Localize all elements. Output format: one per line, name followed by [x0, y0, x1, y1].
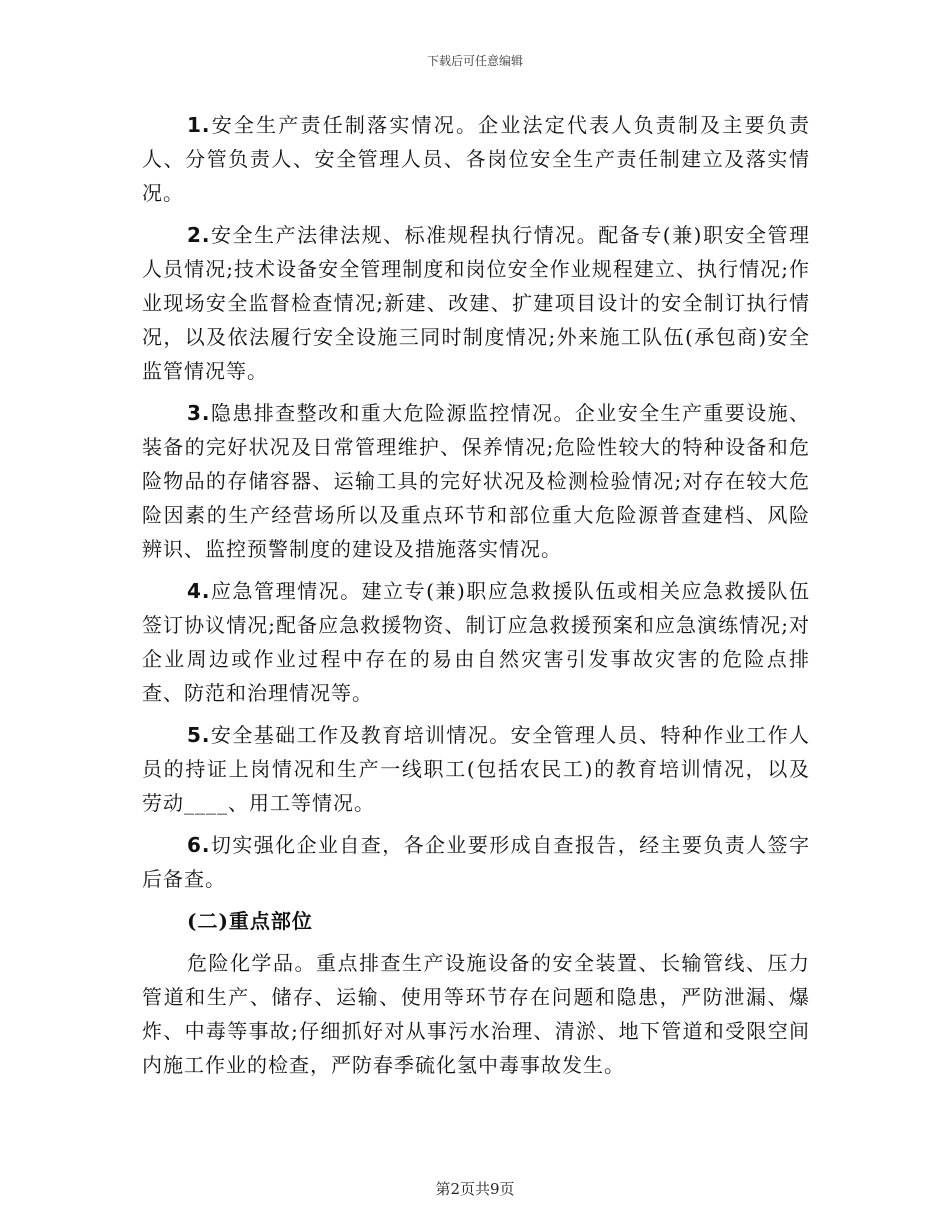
document-body	[142, 108, 810, 1090]
item-text: 切实强化企业自查，各企业要形成自查报告，经主要负责人签字后备查。	[142, 833, 810, 891]
list-item	[142, 718, 810, 820]
item-number: 6.	[187, 833, 211, 857]
list-item	[142, 218, 810, 388]
item-number: 4.	[187, 579, 211, 603]
item-text: 安全基础工作及教育培训情况。安全管理人员、特种作业工作人员的持证上岗情况和生产一线职工(包括农民工)的教育培训情况，以及劳动____、用工等情况。	[142, 723, 810, 815]
item-number: 1.	[187, 113, 211, 137]
item-text: 安全生产责任制落实情况。企业法定代表人负责制及主要负责人、分管负责人、安全管理人员、各岗位安全生产责任制建立及落实情况。	[142, 113, 810, 205]
item-number: 5.	[187, 723, 211, 747]
list-item	[142, 396, 810, 566]
item-text: 隐患排查整改和重大危险源监控情况。企业安全生产重要设施、装备的完好状况及日常管理维护、保养情况;危险性较大的特种设备和危险物品的存储容器、运输工具的完好状况及检测检验情况;对存在较大危险因素的生产经营场所以及重点环节和部位重大危险源普查建档、风险辨识、监控预警制度的建设及措施落实情况。	[142, 401, 810, 561]
list-item	[142, 108, 810, 210]
item-text: 安全生产法律法规、标准规程执行情况。配备专(兼)职安全管理人员情况;技术设备安全管理制度和岗位安全作业规程建立、执行情况;作业现场安全监督检查情况;新建、改建、扩建项目设计的安全制订执行情况，以及依法履行安全设施三同时制度情况;外来施工队伍(承包商)安全监管情况等。	[142, 223, 810, 383]
page-number: 第2页共9页	[435, 1180, 515, 1198]
list-item	[142, 574, 810, 710]
page-header-note: 下载后可任意编辑	[426, 54, 523, 68]
item-text: 应急管理情况。建立专(兼)职应急救援队伍或相关应急救援队伍签订协议情况;配备应急救援物资、制订应急救援预案和应急演练情况;对企业周边或作业过程中存在的易由自然灾害引发事故灾害的危险点排查、防范和治理情况等。	[142, 579, 810, 705]
item-number: 2.	[187, 223, 211, 247]
item-number: 3.	[187, 401, 211, 425]
section-paragraph: 危险化学品。重点排查生产设施设备的安全装置、长输管线、压力管道和生产、储存、运输、使用等环节存在问题和隐患，严防泄漏、爆炸、中毒等事故;仔细抓好对从事污水治理、清淤、地下管道和受限空间内施工作业的检查，严防春季硫化氢中毒事故发生。	[142, 951, 810, 1077]
list-item	[142, 828, 810, 896]
section-heading: (二)重点部位	[187, 909, 313, 933]
